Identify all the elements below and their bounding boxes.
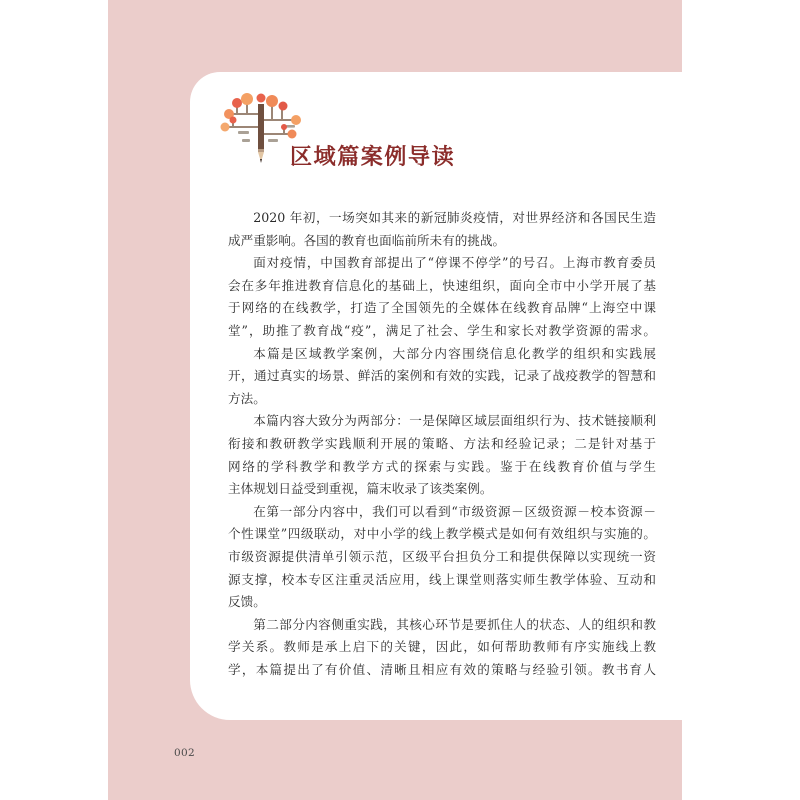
text-line: 学，本篇提出了有价值、清晰且相应有效的策略与经验引领。教书育人	[228, 661, 656, 677]
text-line: 于网络的在线教学，打造了全国领先的全媒体在线教育品牌“上海空中课	[228, 300, 656, 316]
text-line: 个性课堂”四级联动，对中小学的线上教学模式是如何有效组织与实施的。	[228, 526, 656, 542]
text-line: 本篇内容大致分为两部分：一是保障区域层面组织行为、技术链接顺利	[253, 413, 656, 429]
paragraph	[228, 252, 656, 342]
paragraph	[228, 343, 656, 411]
text-line: 第二部分内容侧重实践，其核心环节是要抓住人的状态、人的组织和教	[253, 616, 656, 632]
text-line: 本篇是区域教学案例，大部分内容围绕信息化教学的组织和实践展	[253, 345, 656, 361]
pencil-trunk	[258, 104, 264, 163]
text-line: 学关系。教师是承上启下的关键，因此，如何帮助教师有序实施线上教	[228, 639, 656, 655]
text-line: 网络的学科教学和教学方式的探索与实践。鉴于在线教育价值与学生	[228, 458, 656, 474]
text-line: 衔接和教研教学实践顺利开展的策略、方法和经验记录；二是针对基于	[228, 435, 656, 451]
page-number: 002	[174, 747, 195, 759]
text-line: 源支撑，校本专区注重灵活应用，线上课堂则落实师生教学体验、互动和	[228, 571, 656, 587]
text-line: 堂”，助推了教育战“疫”，满足了社会、学生和家长对教学资源的需求。	[228, 322, 656, 338]
text-line: 面对疫情，中国教育部提出了“停课不停学”的号召。上海市教育委员	[253, 255, 656, 271]
paragraph	[228, 410, 656, 500]
section-title: 区域篇案例导读	[290, 144, 456, 170]
text-line: 在第一部分内容中，我们可以看到“市级资源－区级资源－校本资源－	[253, 503, 656, 519]
text-line: 2020 年初，一场突如其来的新冠肺炎疫情，对世界经济和各国民生造	[253, 210, 656, 225]
text-line: 成严重影响。各国的教育也面临前所未有的挑战。	[228, 232, 506, 248]
text-line: 方法。	[228, 390, 266, 406]
paragraph	[228, 207, 656, 252]
text-line: 主体规划日益受到重视，篇末收录了该类案例。	[228, 481, 493, 497]
body-text	[228, 207, 656, 681]
paragraph	[228, 614, 656, 682]
text-line: 市级资源提供清单引领示范，区级平台担负分工和提供保障以实现统一资	[228, 548, 656, 564]
paragraph	[228, 501, 656, 614]
text-line: 开，通过真实的场景、鲜活的案例和有效的实践，记录了战疫教学的智慧和	[228, 368, 656, 384]
text-line: 反馈。	[228, 594, 266, 610]
text-line: 会在多年推进教育信息化的基础上，快速组织，面向全市中小学开展了基	[228, 277, 656, 293]
